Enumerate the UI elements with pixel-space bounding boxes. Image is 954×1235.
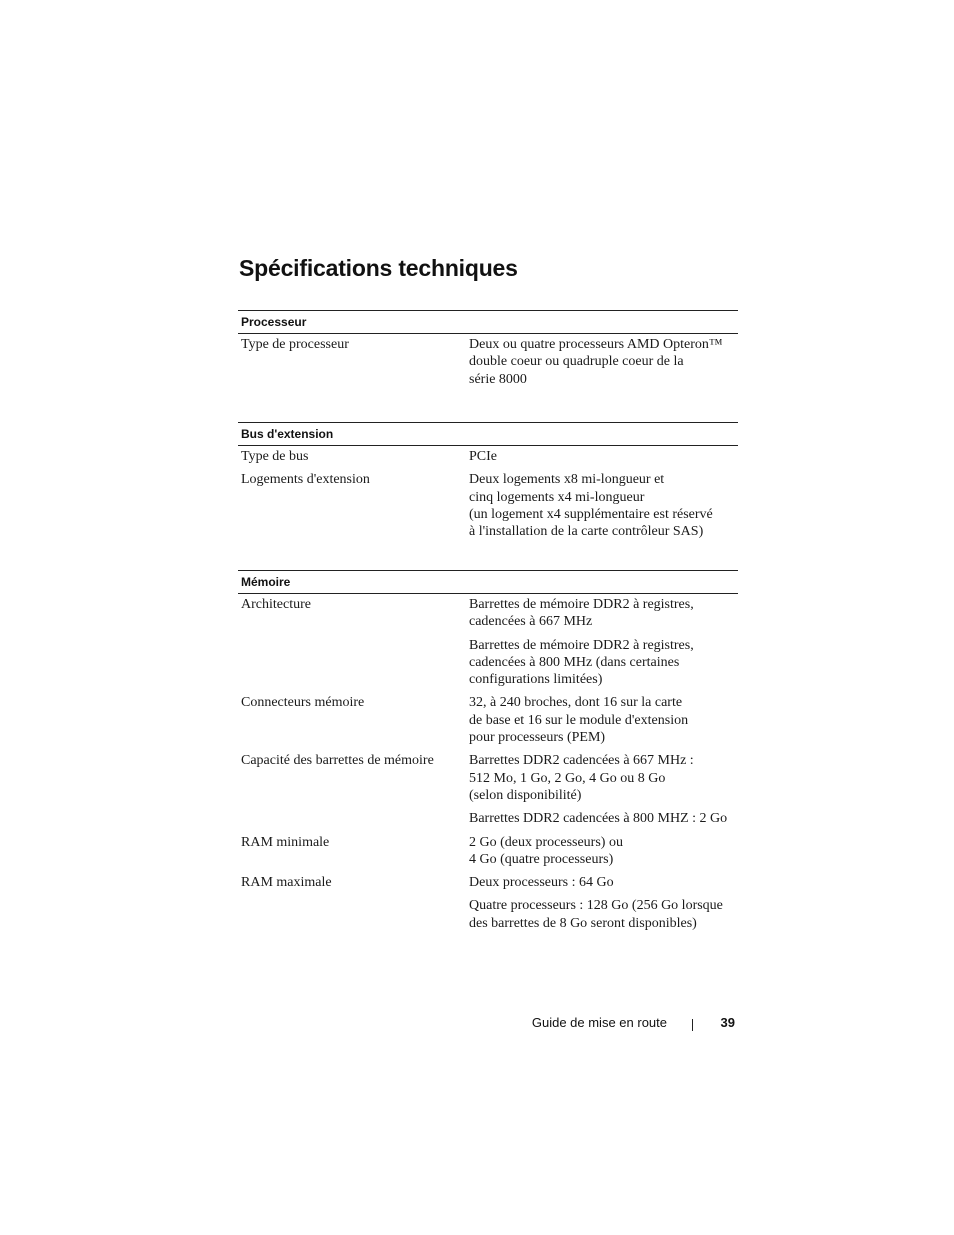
spec-row [238,874,738,932]
spec-value: PCIe [469,449,497,464]
spec-row [238,596,738,688]
spec-label: Connecteurs mémoire [241,695,365,711]
spec-value: Barrettes DDR2 cadencées à 800 MHZ : 2 Go [469,811,728,827]
spec-value: Barrettes DDR2 cadencées à 667 MHz : 512 Mo, 1 Go, 2 Go, 4 Go ou 8 Go (selon disponibilité) [469,753,694,803]
footer-title: Guide de mise en route [531,1015,667,1030]
spec-value: Quatre processeurs : 128 Go (256 Go lorsque des barrettes de 8 Go seront disponibles) [469,898,723,931]
section-heading: Processeur [238,310,738,334]
footer-separator [692,1019,693,1031]
page-footer [0,1015,954,1035]
spec-label: Capacité des barrettes de mémoire [241,753,434,769]
spec-value: Deux logements x8 mi-longueur et cinq logements x4 mi-longueur (un logement x4 supplémentaire est réservé à l'installation de la carte contrôleur SAS) [469,472,713,540]
spec-row [238,834,738,869]
section-heading: Bus d'extension [238,422,738,446]
spec-section-bus-extension [238,422,738,546]
spec-section-memoire [238,570,738,938]
spec-value: Deux ou quatre processeurs AMD Opteron™ double coeur ou quadruple coeur de la série 8000 [469,337,723,387]
spec-label: Architecture [241,597,311,612]
page-title: Spécifications techniques [239,255,518,281]
spec-row [238,448,738,465]
spec-section-processeur [238,310,738,394]
page-number: 39 [720,1015,735,1030]
spec-label: Type de processeur [241,337,349,352]
spec-label: RAM minimale [241,834,330,850]
spec-row [238,336,738,388]
spec-value: Barrettes de mémoire DDR2 à registres, cadencées à 667 MHz [469,597,694,630]
spec-label: Logements d'extension [241,472,370,488]
spec-value: Deux processeurs : 64 Go [469,875,614,891]
spec-value: 2 Go (deux processeurs) ou 4 Go (quatre processeurs) [469,834,623,867]
section-heading: Mémoire [238,570,738,594]
spec-row [238,752,738,827]
spec-label: Type de bus [241,449,309,464]
spec-row [238,471,738,540]
spec-label: RAM maximale [241,875,332,891]
spec-row [238,694,738,746]
spec-value: Barrettes de mémoire DDR2 à registres, cadencées à 800 MHz (dans certaines configurations limitées) [469,637,694,688]
spec-value: 32, à 240 broches, dont 16 sur la carte de base et 16 sur le module d'extension pour processeurs (PEM) [469,695,689,746]
